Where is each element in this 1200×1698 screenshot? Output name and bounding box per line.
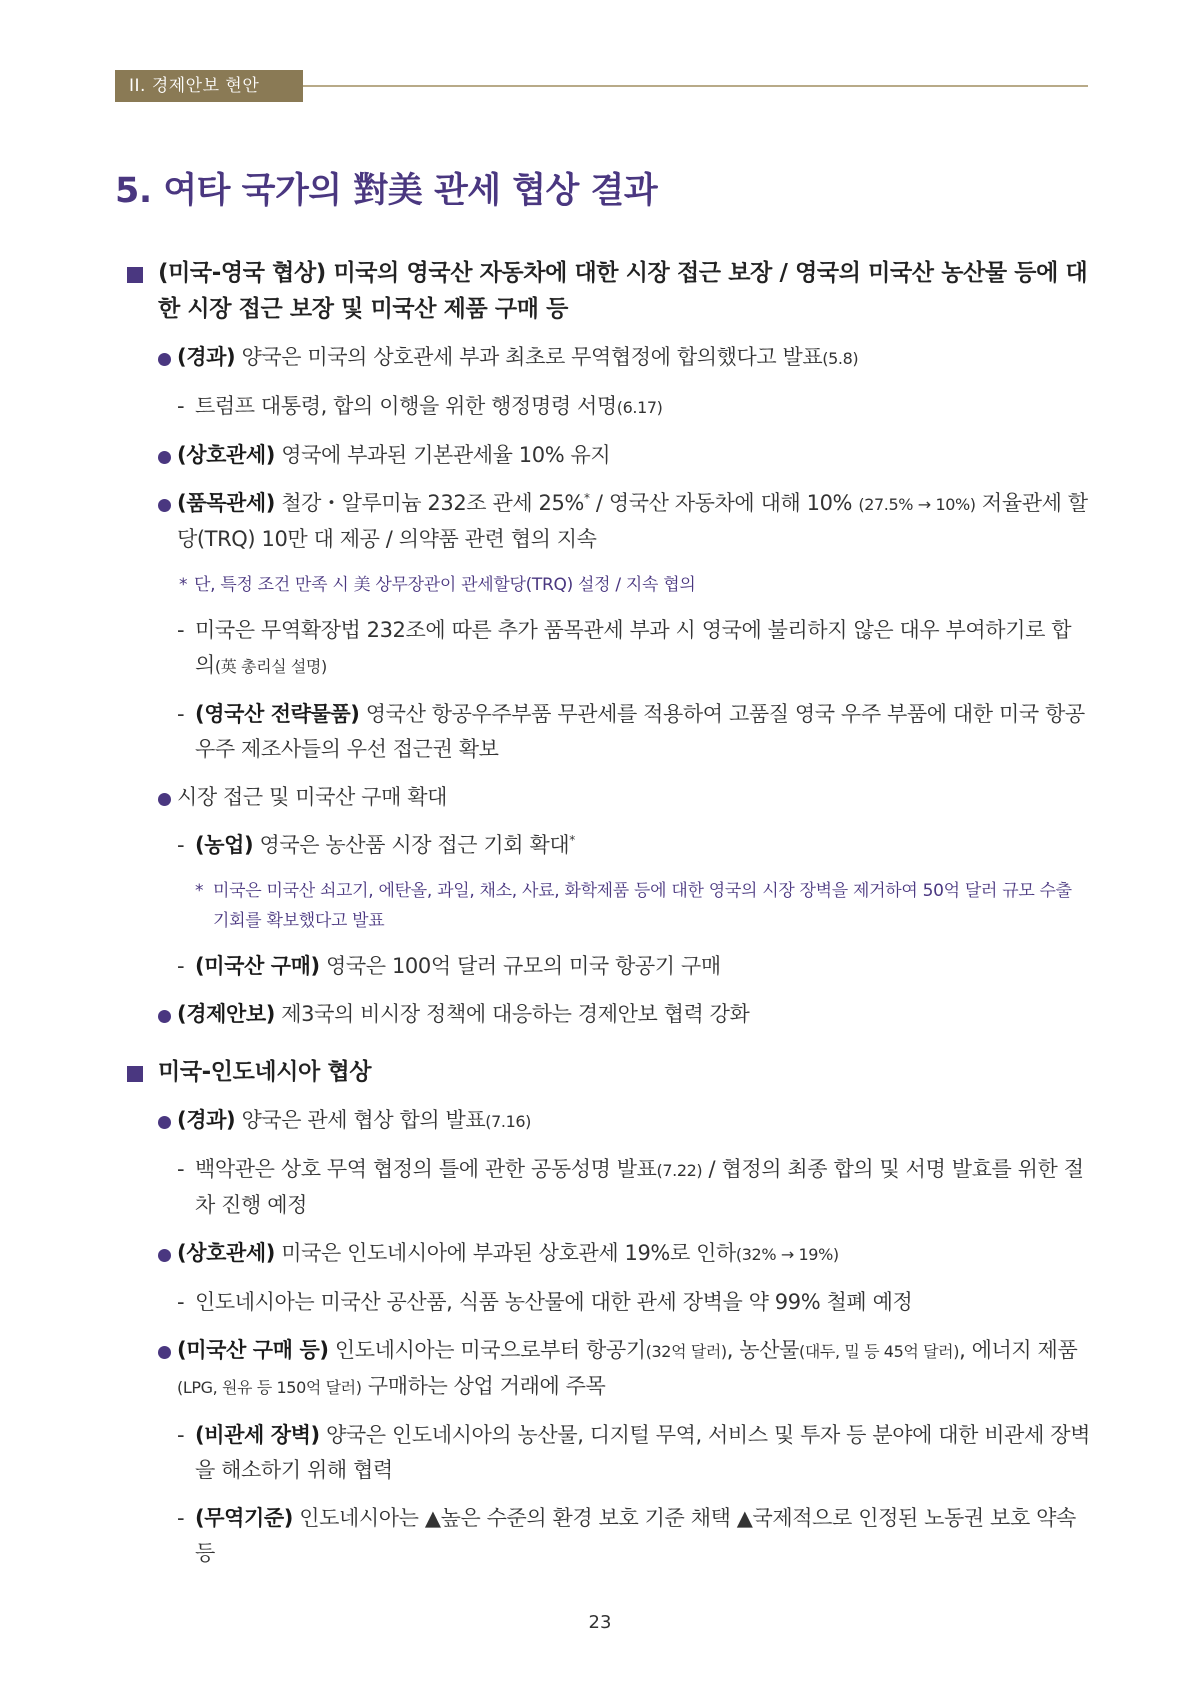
circle-bullet-icon [158, 793, 171, 806]
uk-purchase: - (미국산 구매) 영국은 100억 달러 규모의 미국 항공기 구매 [177, 954, 721, 978]
circle-bullet-icon [158, 1010, 171, 1023]
section-tag: II. 경제안보 현안 [115, 70, 303, 102]
circle-bullet-icon [158, 1249, 171, 1262]
circle-bullet-icon [158, 353, 171, 366]
uk-agri: - (농업) 영국은 농산품 시장 접근 기회 확대* [177, 833, 575, 857]
id-reciprocal-sub: - 인도네시아는 미국산 공산품, 식품 농산물에 대한 관세 장벽을 약 99% 철폐 예정 [177, 1290, 913, 1314]
uk-reciprocal: (상호관세) 영국에 부과된 기본관세율 10% 유지 [125, 438, 1090, 473]
section-indonesia-heading: 미국-인도네시아 협상 [125, 1054, 1090, 1090]
uk-progress-sub: - 트럼프 대통령, 합의 이행을 위한 행정명령 서명(6.17) [177, 394, 663, 418]
square-bullet-icon [127, 267, 143, 283]
circle-bullet-icon [158, 1116, 171, 1129]
uk-item-sub2: - (영국산 전략물품) 영국산 항공우주부품 무관세를 적용하여 고품질 영국 우주 부품에 대한 미국 항공우주 제조사들의 우선 접근권 확보 [177, 702, 1085, 761]
uk-item-tariff: (품목관세) 철강・알루미늄 232조 관세 25%* / 영국산 자동차에 대해 10% (27.5% → 10%) 저율관세 할당(TRQ) 10만 대 제공 / 의약품 관련 협의 지속 [125, 486, 1090, 557]
id-progress: (경과) 양국은 관세 협상 합의 발표(7.16) [125, 1103, 1090, 1139]
id-purchase: (미국산 구매 등) 인도네시아는 미국으로부터 항공기(32억 달러), 농산물(대두, 밀 등 45억 달러), 에너지 제품(LPG, 원유 등 150억 달러) 구매하는 상업 거래에 주목 [125, 1333, 1090, 1405]
circle-bullet-icon [158, 499, 171, 512]
uk-agri-note: * 미국은 미국산 쇠고기, 에탄올, 과일, 채소, 사료, 화학제품 등에 대한 영국의 시장 장벽을 제거하여 50억 달러 규모 수출 기회를 확보했다고 발표 [195, 881, 1072, 931]
document-body [125, 255, 1090, 1571]
square-bullet-icon [127, 1066, 143, 1082]
uk-item-sub1: - 미국은 무역확장법 232조에 따른 추가 품목관세 부과 시 영국에 불리하지 않은 대우 부여하기로 합의(英 총리실 설명) [177, 618, 1072, 677]
uk-econ-security: (경제안보) 제3국의 비시장 정책에 대응하는 경제안보 협력 강화 [125, 997, 1090, 1032]
id-reciprocal: (상호관세) 미국은 인도네시아에 부과된 상호관세 19%로 인하(32% → 19%) [125, 1236, 1090, 1272]
circle-bullet-icon [158, 1346, 171, 1359]
circle-bullet-icon [158, 451, 171, 464]
id-progress-sub: - 백악관은 상호 무역 협정의 틀에 관한 공동성명 발표(7.22) / 협정의 최종 합의 및 서명 발효를 위한 절차 진행 예정 [177, 1157, 1084, 1217]
page-title: 5. 여타 국가의 對美 관세 협상 결과 [115, 171, 658, 211]
uk-market-access: 시장 접근 및 미국산 구매 확대 [125, 780, 1090, 815]
page-number: 23 [588, 1612, 612, 1633]
header-rule [303, 85, 1088, 87]
id-trade-standard: - (무역기준) 인도네시아는 ▲높은 수준의 환경 보호 기준 채택 ▲국제적으로 인정된 노동권 보호 약속 등 [177, 1506, 1076, 1565]
section-uk-heading: (미국-영국 협상) 미국의 영국산 자동차에 대한 시장 접근 보장 / 영국의 미국산 농산물 등에 대한 시장 접근 보장 및 미국산 제품 구매 등 [125, 255, 1090, 327]
uk-item-note: * 단, 특정 조건 만족 시 美 상무장관이 관세할당(TRQ) 설정 / 지속 협의 [179, 575, 696, 595]
id-non-tariff-barrier: - (비관세 장벽) 양국은 인도네시아의 농산물, 디지털 무역, 서비스 및 투자 등 분야에 대한 비관세 장벽을 해소하기 위해 협력 [177, 1423, 1091, 1482]
uk-progress: (경과) 양국은 미국의 상호관세 부과 최초로 무역협정에 합의했다고 발표(5.8) [125, 340, 1090, 376]
